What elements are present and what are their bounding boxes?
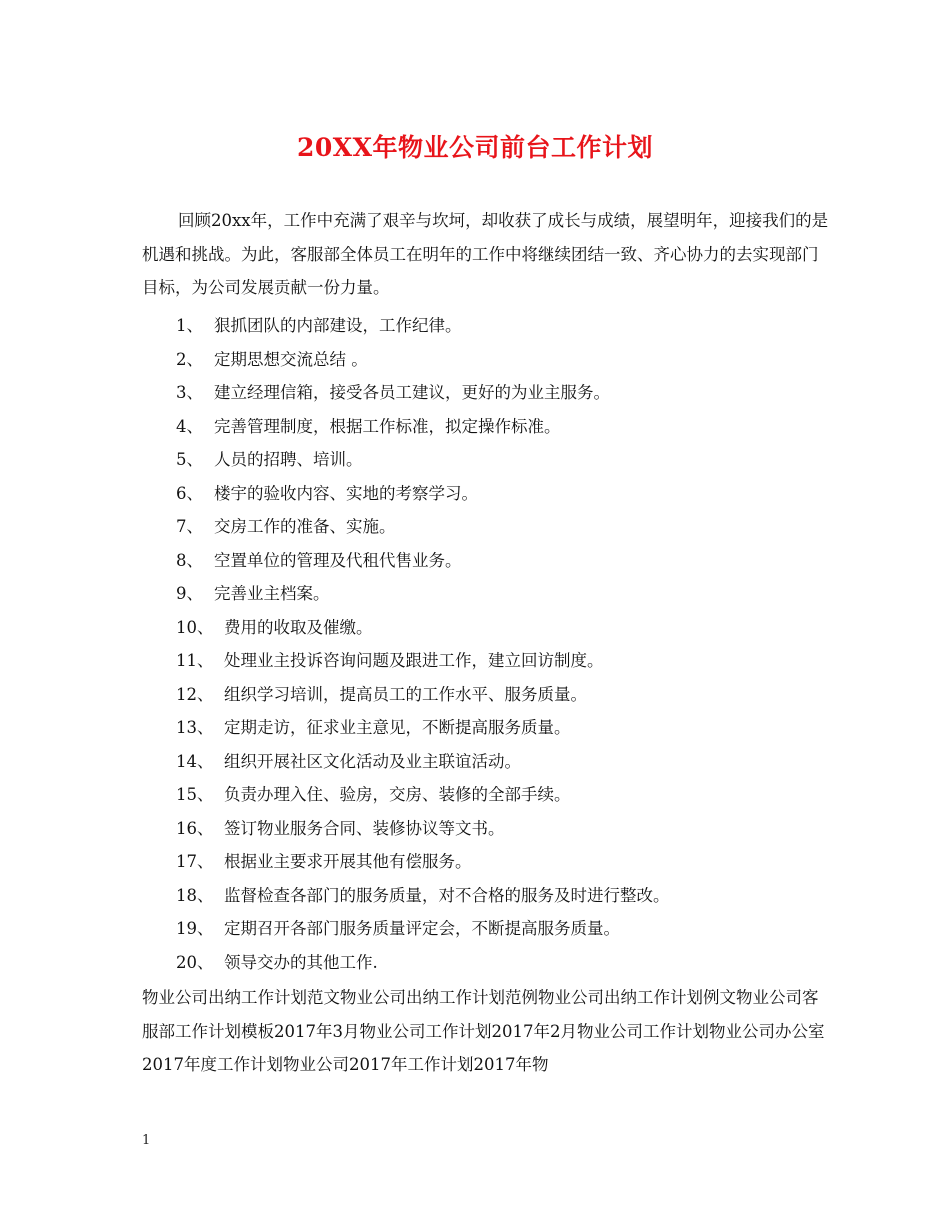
list-item: [0, 611, 950, 645]
list-item-number: 15、: [176, 785, 214, 804]
list-item-number: 16、: [176, 818, 214, 838]
list-item-number: 2、: [176, 349, 203, 369]
list-item: [0, 845, 950, 879]
list-item: [0, 812, 950, 846]
list-item-text: 费用的收取及催缴。: [224, 617, 373, 637]
document-title: 20XX年物业公司前台工作计划: [296, 133, 654, 162]
list-item-number: 10、: [176, 617, 214, 637]
list-item-text: 定期思想交流总结 。: [214, 349, 368, 369]
list-item-number: 12、: [176, 684, 214, 704]
list-item-text: 签订物业服务合同、装修协议等文书。: [224, 818, 505, 838]
list-item: [0, 946, 950, 980]
list-item-text: 完善管理制度，根据工作标准，拟定操作标准。: [214, 416, 561, 436]
list-item: [0, 644, 950, 678]
related-links-text: 物业公司出纳工作计划范文物业公司出纳工作计划范例物业公司出纳工作计划例文物业公司客服部工作计划模板2017年3月物业公司工作计划2017年2月物业公司工作计划物业公司办公室2017年度工作计划物业公司2017年工作计划2017年物: [142, 988, 825, 1074]
list-item-text: 完善业主档案。: [214, 584, 330, 603]
list-item-text: 建立经理信箱，接受各员工建议，更好的为业主服务。: [214, 383, 610, 402]
list-item-number: 20、: [176, 952, 214, 972]
list-item: [0, 745, 950, 779]
list-item-number: 4、: [176, 416, 203, 436]
list-item-text: 楼宇的验收内容、实地的考察学习。: [214, 483, 478, 503]
list-item-number: 13、: [176, 718, 214, 737]
list-item: [0, 577, 950, 611]
list-item-text: 定期召开各部门服务质量评定会，不断提高服务质量。: [224, 919, 620, 938]
list-item-number: 1、: [176, 316, 203, 335]
list-item-number: 5、: [176, 450, 203, 469]
list-item-number: 7、: [176, 517, 203, 536]
list-item: [0, 711, 950, 745]
list-item: [0, 309, 950, 343]
list-item-text: 监督检查各部门的服务质量，对不合格的服务及时进行整改。: [224, 885, 670, 905]
list-item-text: 组织开展社区文化活动及业主联谊活动。: [224, 751, 521, 771]
list-item-text: 负责办理入住、验房，交房、装修的全部手续。: [224, 785, 571, 804]
list-item: [0, 778, 950, 812]
list-item: [0, 879, 950, 913]
list-item-text: 定期走访，征求业主意见，不断提高服务质量。: [224, 718, 571, 737]
list-item: [0, 477, 950, 511]
list-item: [0, 912, 950, 946]
list-item-text: 处理业主投诉咨询问题及跟进工作，建立回访制度。: [224, 651, 604, 670]
list-item-text: 空置单位的管理及代租代售业务。: [214, 550, 462, 570]
plan-list: [0, 309, 950, 979]
page-number: 1: [142, 1133, 151, 1148]
list-item-text: 交房工作的准备、实施。: [214, 517, 396, 536]
list-item-number: 8、: [176, 550, 203, 570]
list-item-number: 17、: [176, 852, 214, 871]
list-item-text: 领导交办的其他工作.: [224, 952, 378, 972]
list-item-number: 19、: [176, 919, 214, 938]
list-item-text: 根据业主要求开展其他有偿服务。: [224, 852, 472, 871]
list-item-text: 组织学习培训，提高员工的工作水平、服务质量。: [224, 684, 587, 704]
list-item-text: 狠抓团队的内部建设，工作纪律。: [214, 316, 462, 335]
list-item: [0, 343, 950, 377]
list-item-text: 人员的招聘、培训。: [214, 450, 363, 469]
list-item-number: 14、: [176, 751, 214, 771]
list-item-number: 3、: [176, 383, 203, 402]
list-item: [0, 410, 950, 444]
list-item-number: 9、: [176, 584, 203, 603]
list-item-number: 6、: [176, 483, 203, 503]
list-item: [0, 678, 950, 712]
list-item: [0, 544, 950, 578]
list-item: [0, 376, 950, 410]
list-item: [0, 443, 950, 477]
list-item-number: 11、: [176, 651, 214, 670]
intro-paragraph: 回顾20xx年，工作中充满了艰辛与坎坷，却收获了成长与成绩，展望明年，迎接我们的是机遇和挑战。为此，客服部全体员工在明年的工作中将继续团结一致、齐心协力的去实现部门目标，为公司发展贡献一份力量。: [142, 211, 829, 297]
list-item: [0, 510, 950, 544]
list-item-number: 18、: [176, 885, 214, 905]
